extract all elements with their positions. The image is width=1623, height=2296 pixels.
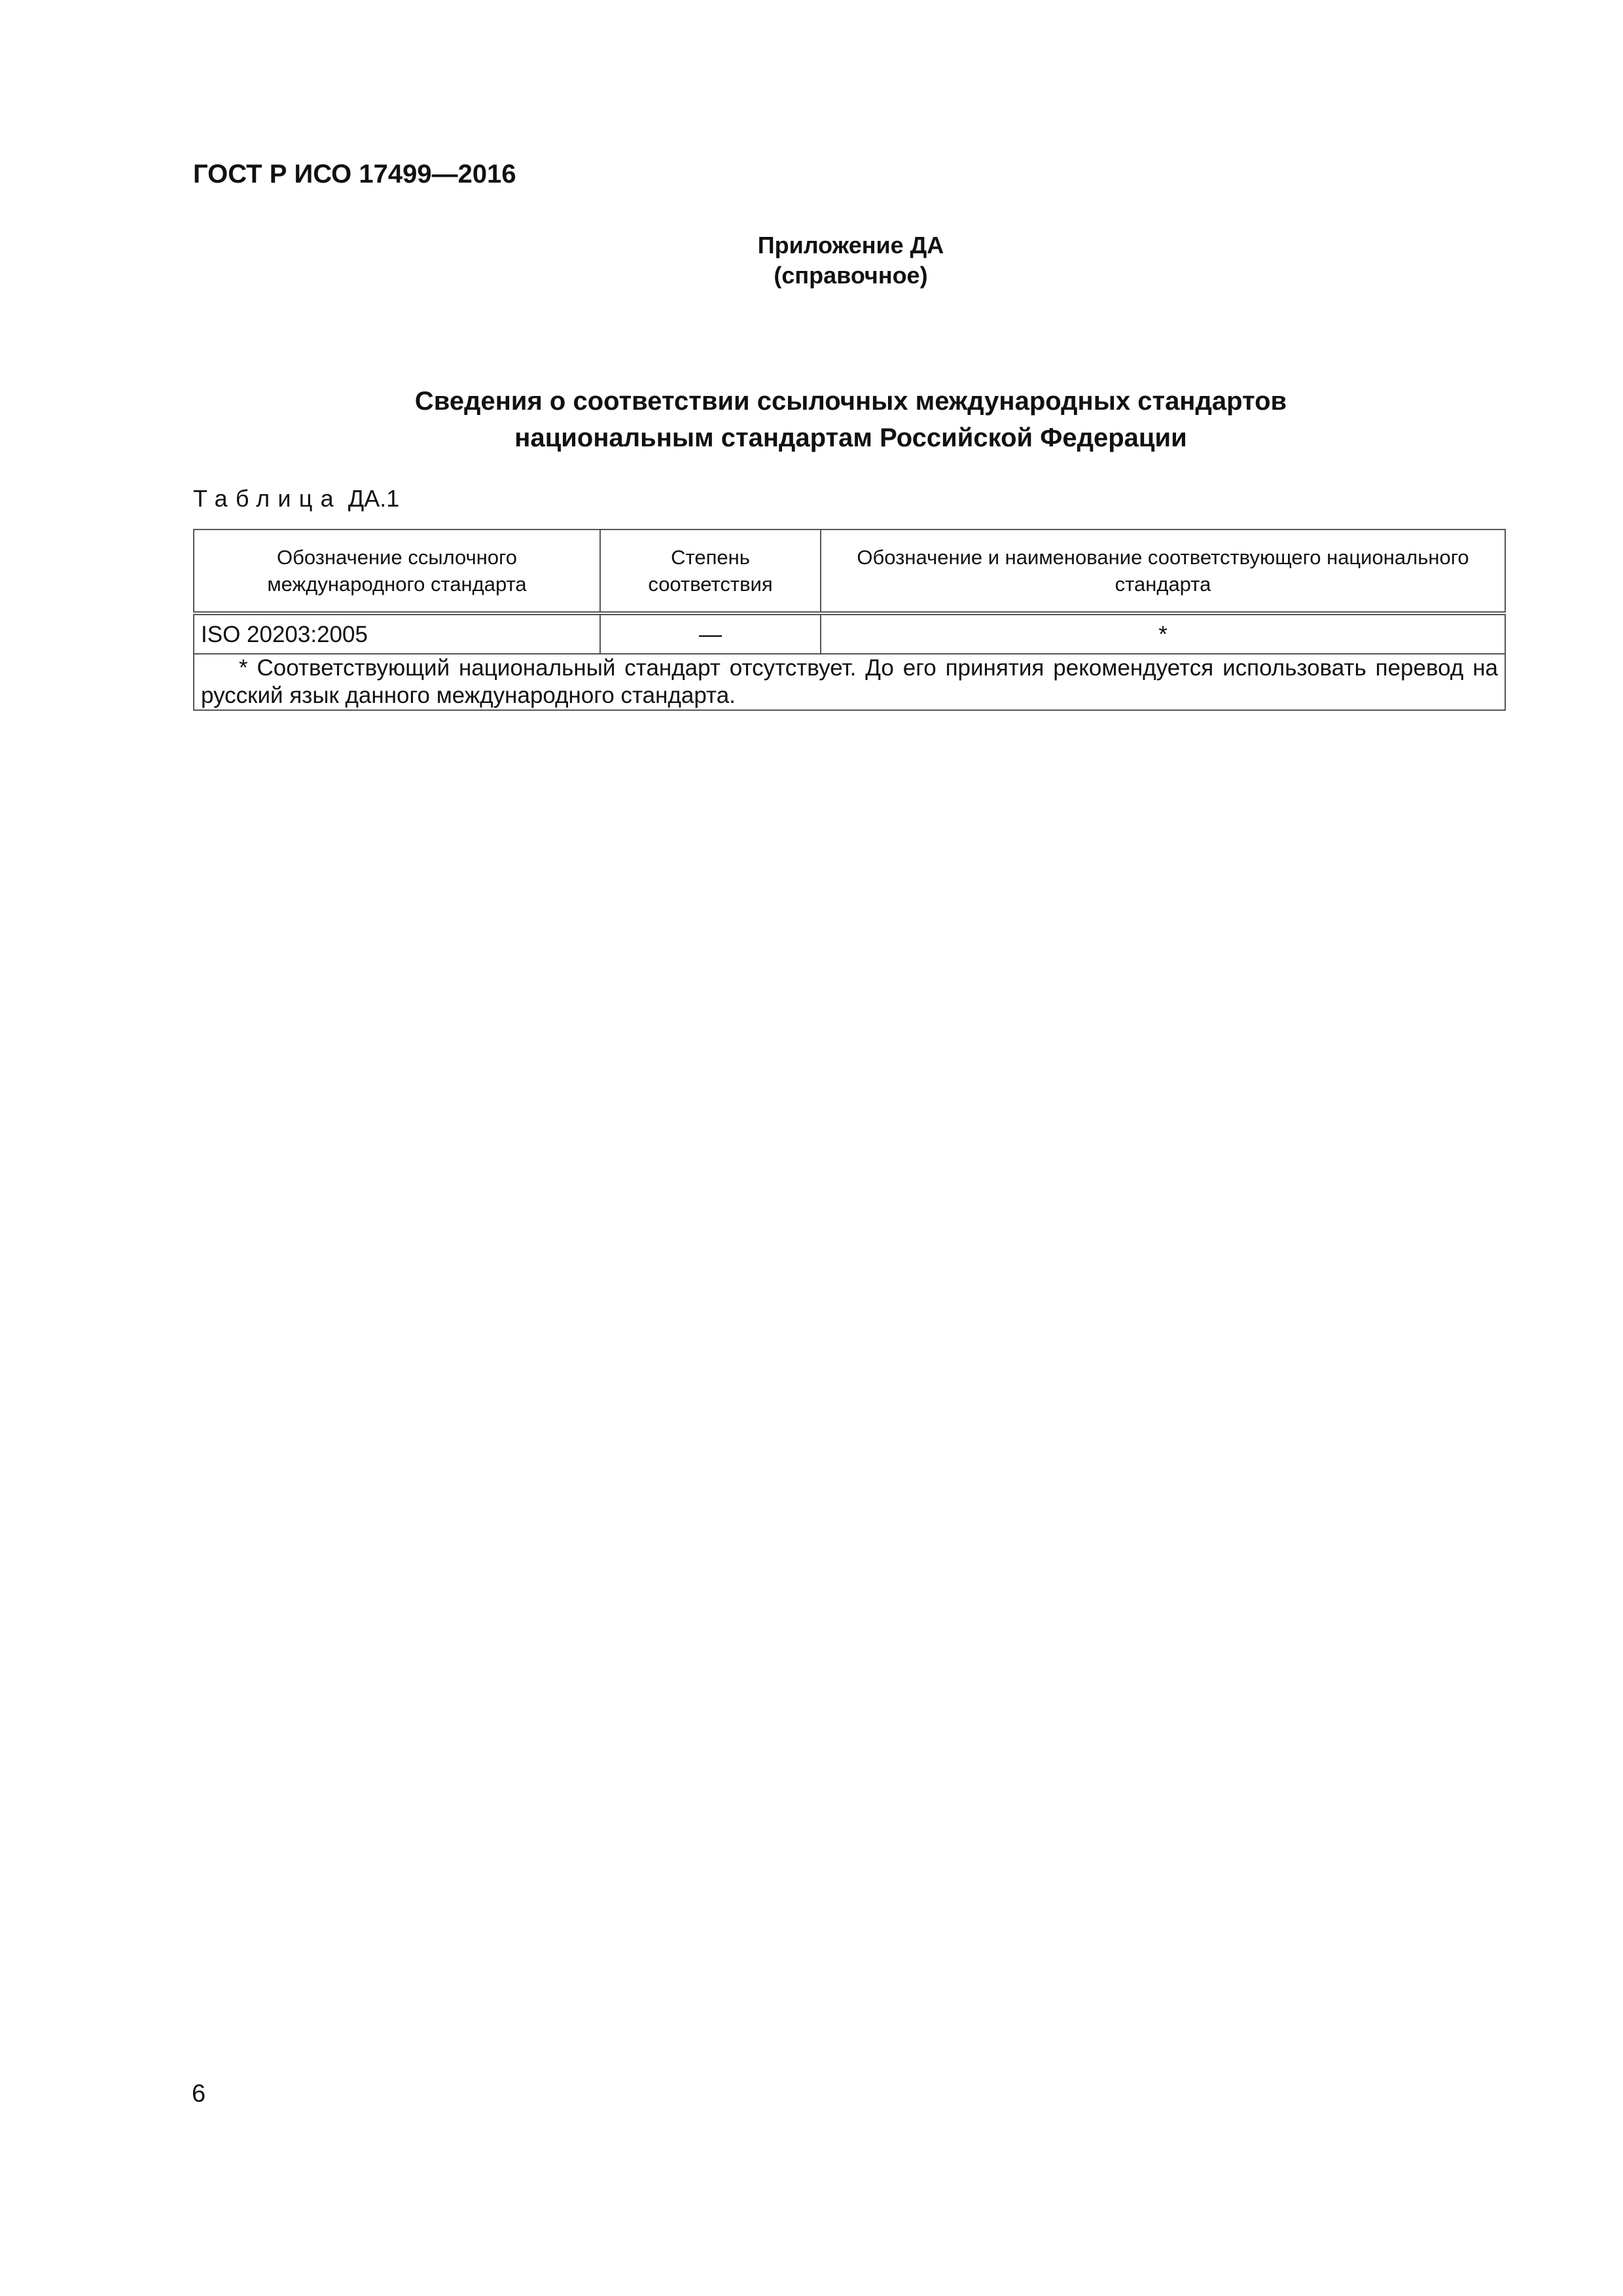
reference-standards-table bbox=[193, 529, 1506, 711]
table-footnote-row bbox=[194, 654, 1505, 710]
section-title-line-2: национальным стандартам Российской Федерации bbox=[514, 423, 1187, 452]
table-header-row bbox=[194, 529, 1505, 613]
cell-compliance-degree: — bbox=[600, 613, 821, 654]
table-caption-number: ДА.1 bbox=[348, 485, 400, 512]
table-caption bbox=[193, 487, 399, 511]
table-row bbox=[194, 613, 1505, 654]
page-number: 6 bbox=[192, 2080, 206, 2108]
annex-type: (справочное) bbox=[774, 262, 928, 289]
header-national-standard: Обозначение и наименование соответствующего национального стандарта bbox=[821, 529, 1505, 613]
cell-national-standard: * bbox=[821, 613, 1505, 654]
section-title-line-1: Сведения о соответствии ссылочных международных стандартов bbox=[414, 387, 1287, 416]
header-compliance-degree: Степень соответствия bbox=[600, 529, 821, 613]
document-code: ГОСТ Р ИСО 17499—2016 bbox=[193, 160, 516, 188]
header-international-standard: Обозначение ссылочного международного стандарта bbox=[194, 529, 600, 613]
annex-name: Приложение ДА bbox=[757, 232, 944, 259]
cell-international-standard: ISO 20203:2005 bbox=[194, 613, 600, 654]
table-caption-word: Таблица bbox=[193, 485, 342, 512]
table-footnote: * Соответствующий национальный стандарт отсутствует. До его принятия рекомендуется использовать перевод на русский язык данного международного стандарта. bbox=[194, 654, 1505, 710]
